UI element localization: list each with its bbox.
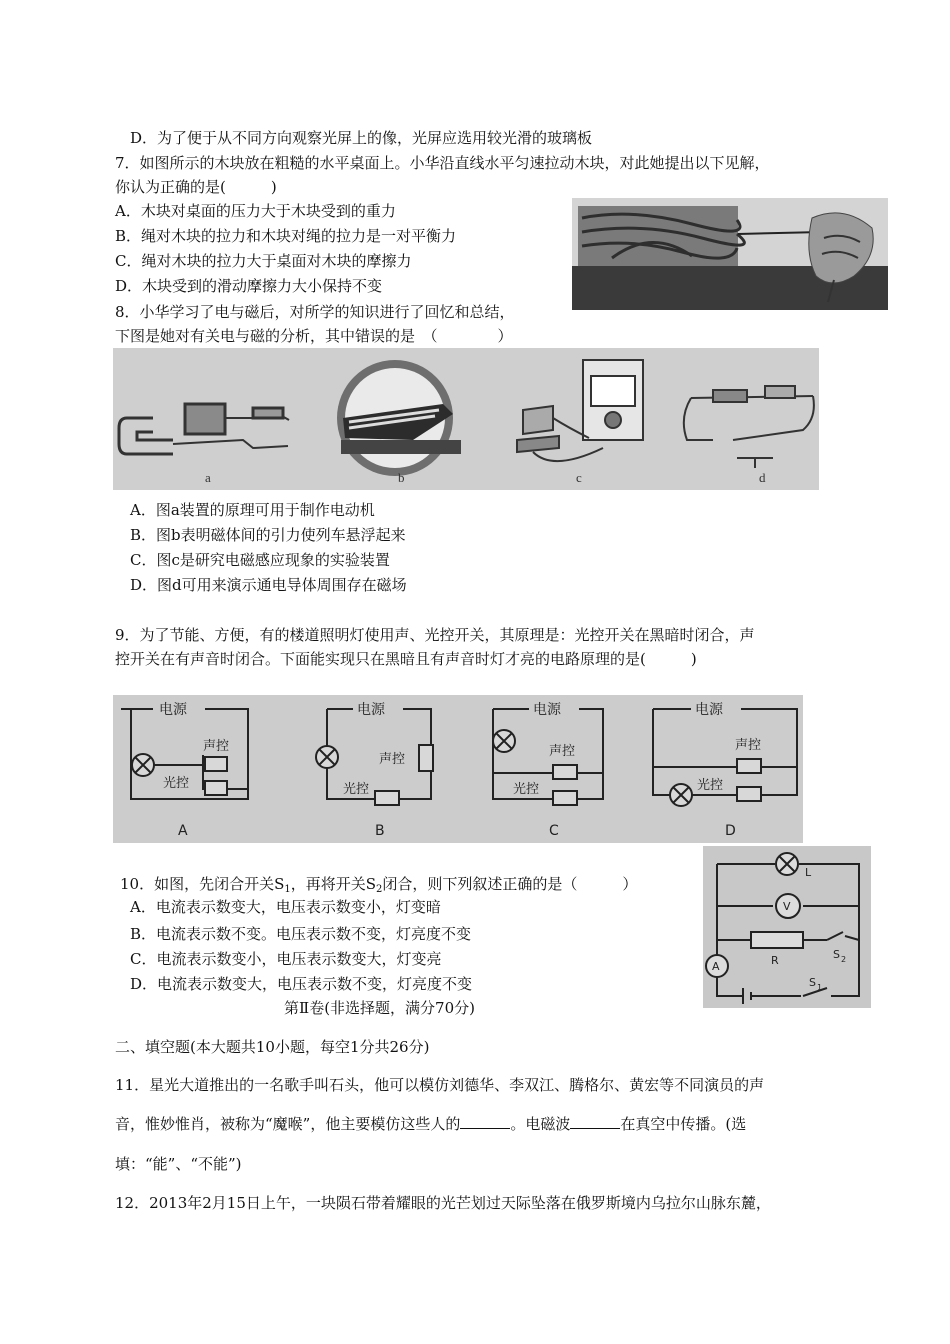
q10-option-b: B．电流表示数不变。电压表示数不变，灯亮度不变	[130, 925, 472, 943]
q9-b-sound-label: 声控	[379, 752, 406, 767]
part2-title: 第Ⅱ卷(非选择题，满分70分)	[284, 999, 475, 1017]
q7-option-d: D．木块受到的滑动摩擦力大小保持不变	[115, 277, 383, 295]
q11-line3: 填：“能”、“不能”)	[115, 1155, 242, 1173]
q8-fig-c-galvanometer	[517, 360, 643, 461]
q7-stem-line2: 你认为正确的是( )	[115, 178, 277, 196]
q7-option-b: B．绳对木块的拉力和木块对绳的拉力是一对平衡力	[115, 227, 457, 245]
q9-panel-label-d: D	[725, 823, 736, 839]
q9-c-light-label: 光控	[513, 782, 540, 797]
q9-stem-line2: 控开关在有声音时闭合。下面能实现只在黑暗且有声音时灯才亮的电路原理的是( )	[115, 650, 697, 668]
q8-fig-label-a: a	[205, 470, 211, 485]
q8-option-b: B．图b表明磁体间的引力使列车悬浮起来	[130, 526, 406, 544]
q9-d-sound-label: 声控	[735, 738, 762, 753]
q9-d-source-label: 电源	[695, 702, 723, 718]
q7-block-photo	[572, 198, 888, 310]
q9-panel-label-c: C	[549, 823, 559, 839]
q6-option-d: D．为了便于从不同方向观察光屏上的像，光屏应选用较光滑的玻璃板	[130, 129, 593, 147]
q7-option-c: C．绳对木块的拉力大于桌面对木块的摩擦力	[115, 252, 412, 270]
q10-option-c: C．电流表示数变小，电压表示数变大，灯变亮	[130, 950, 442, 968]
q8-option-c: C．图c是研究电磁感应现象的实验装置	[130, 551, 390, 569]
q9-panel-c	[493, 709, 603, 805]
q9-a-sound-label: 声控	[203, 739, 230, 754]
q10-resistor	[751, 932, 803, 948]
q9-a-light-label: 光控	[163, 776, 190, 791]
q7-stem-line1: 7．如图所示的木块放在粗糙的水平桌面上。小华沿直线水平匀速拉动木块，对此她提出以下见解，	[115, 154, 770, 172]
q10-fig-L: L	[805, 866, 812, 879]
q10-fig-S1-sub: 1	[817, 983, 823, 992]
q8-fig-a-magnet	[119, 404, 289, 454]
q9-panel-d	[653, 709, 797, 806]
q10-fig-S1: S	[809, 976, 816, 989]
q9-c-source-label: 电源	[533, 702, 561, 718]
q9-c-sound-label: 声控	[549, 744, 576, 759]
q9-d-light-label: 光控	[697, 778, 724, 793]
q10-fig-V: V	[783, 900, 791, 913]
q10-fig-A: A	[712, 960, 720, 973]
q11-blank-1[interactable]	[460, 1114, 510, 1129]
q9-circuit-figure	[113, 695, 803, 843]
q9-panel-b	[316, 709, 433, 805]
q8-fig-b-maglev	[337, 360, 461, 476]
q8-fig-label-d: d	[759, 470, 766, 485]
q11-line2: 音，惟妙惟肖，被称为“魔喉”，他主要模仿这些人的 。电磁波 在真空中传播。(选	[115, 1115, 747, 1133]
q10-fig-S2: S	[833, 948, 840, 961]
q8-figure-strip	[113, 348, 819, 490]
q9-b-light-label: 光控	[343, 782, 370, 797]
q8-stem-line2: 下图是她对有关电与磁的分析，其中错误的是 （ ）	[115, 327, 513, 345]
q8-option-a: A．图a装置的原理可用于制作电动机	[130, 501, 375, 519]
section2-heading: 二、填空题(本大题共10小题，每空1分共26分)	[115, 1038, 430, 1056]
q8-fig-label-b: b	[398, 470, 405, 485]
q10-stem: 10．如图，先闭合开关$S_1$，再将开关$S_2$闭合，则下列叙述正确的是（ ）	[120, 875, 638, 895]
q9-panel-label-a: A	[178, 823, 188, 839]
q8-fig-label-c: c	[576, 470, 582, 485]
q8-stem-line1: 8．小华学习了电与磁后，对所学的知识进行了回忆和总结，	[115, 303, 515, 321]
q10-circuit-figure	[703, 846, 871, 1008]
q10-fig-R: R	[771, 954, 779, 967]
q9-panel-label-b: B	[375, 823, 385, 839]
q11-line1: 11．星光大道推出的一名歌手叫石头，他可以模仿刘德华、李双江、腾格尔、黄宏等不同演员的声	[115, 1076, 765, 1094]
q7-option-a: A．木块对桌面的压力大于木块受到的重力	[115, 202, 396, 220]
q8-option-d: D．图d可用来演示通电导体周围存在磁场	[130, 576, 407, 594]
q11-blank-2[interactable]	[570, 1114, 620, 1129]
q10-option-d: D．电流表示数变大，电压表示数不变，灯亮度不变	[130, 975, 473, 993]
q9-a-source-label: 电源	[159, 702, 187, 718]
q12-line1: 12．2013年2月15日上午，一块陨石带着耀眼的光芒划过天际坠落在俄罗斯境内乌拉尔山脉东麓，	[115, 1194, 771, 1212]
q8-fig-d-wire-circuit	[684, 386, 814, 468]
q10-option-a: A．电流表示数变大，电压表示数变小，灯变暗	[130, 898, 441, 916]
q9-b-source-label: 电源	[357, 702, 385, 718]
q9-stem-line1: 9．为了节能、方便，有的楼道照明灯使用声、光控开关，其原理是：光控开关在黑暗时闭合，声	[115, 626, 755, 644]
q10-fig-S2-sub: 2	[841, 955, 847, 964]
